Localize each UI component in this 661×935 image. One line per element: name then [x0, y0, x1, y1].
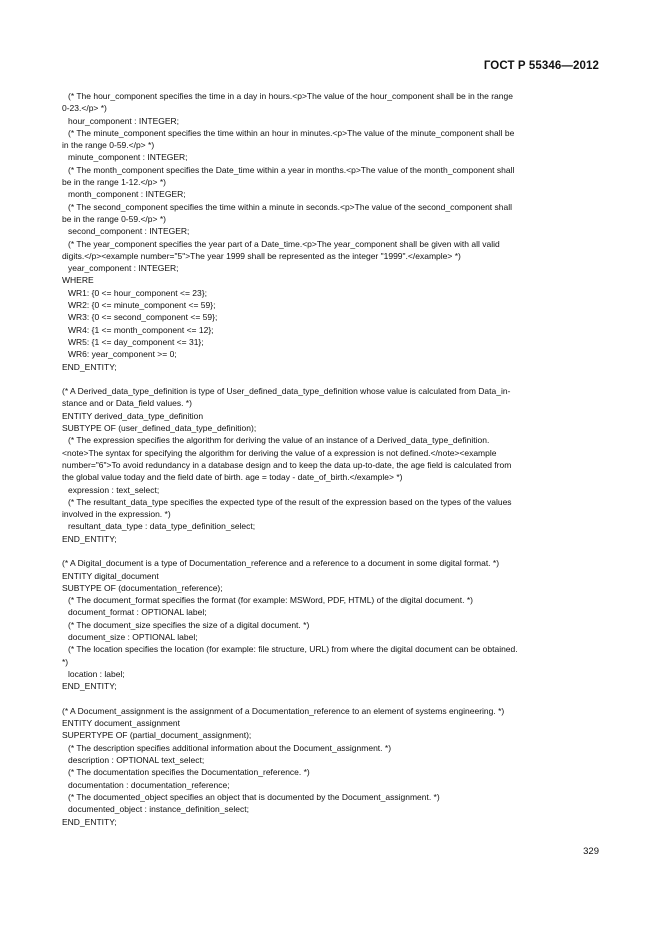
text-line: END_ENTITY; [62, 816, 117, 827]
text-line: (* The month_component specifies the Date_time within a year in months.<p>The value of the month_component shall [68, 164, 515, 175]
text-line: in the range 0-59.</p> *) [62, 140, 155, 151]
text-line: resultant_data_type : data_type_definition_select; [68, 521, 256, 532]
text-line: digits.</p><example number="5">The year 1999 shall be represented as the integer "1999".</example> *) [62, 250, 461, 261]
text-line: WR6: year_component >= 0; [68, 349, 177, 360]
text-line: SUBTYPE OF (documentation_reference); [62, 582, 223, 593]
text-line: location : label; [68, 668, 125, 679]
text-line: year_component : INTEGER; [68, 263, 179, 274]
text-line: (* The expression specifies the algorithm for deriving the value of an instance of a Derived_data_type_definition. [68, 435, 490, 446]
standard-designation: ГОСТ Р 55346—2012 [483, 60, 599, 72]
text-line: stance and or Data_field values. *) [62, 398, 192, 409]
text-line: ENTITY derived_data_type_definition [62, 410, 204, 421]
text-line: WR3: {0 <= second_component <= 59}; [68, 312, 218, 323]
text-line: WR2: {0 <= minute_component <= 59}; [68, 300, 216, 311]
text-line: ENTITY digital_document [62, 570, 159, 581]
text-line: (* The resultant_data_type specifies the expected type of the result of the expression based on the types of the values [68, 496, 512, 507]
text-line: (* A Digital_document is a type of Documentation_reference and a reference to a document in some digital format. *) [62, 558, 500, 569]
text-line: second_component : INTEGER; [68, 226, 190, 237]
text-line: documentation : documentation_reference; [68, 779, 230, 790]
text-line: END_ENTITY; [62, 533, 117, 544]
text-line: (* The description specifies additional information about the Document_assignment. *) [68, 742, 392, 753]
text-line: (* The document_format specifies the format (for example: MSWord, PDF, HTML) of the digital document. *) [68, 595, 474, 606]
text-line: document_format : OPTIONAL label; [68, 607, 207, 618]
text-line: (* The location specifies the location (for example: file structure, URL) from where the digital document can be obtained. [68, 644, 518, 655]
text-line: (* The hour_component specifies the time in a day in hours.<p>The value of the hour_component shall be in the range [68, 91, 513, 101]
text-line: (* The documented_object specifies an object that is documented by the Document_assignment. *) [68, 791, 440, 802]
text-line: (* A Document_assignment is the assignment of a Documentation_reference to an element of systems engineering. *) [62, 705, 505, 716]
text-line: involved in the expression. *) [62, 509, 171, 520]
text-line: month_component : INTEGER; [68, 189, 186, 200]
text-line: END_ENTITY; [62, 681, 117, 692]
text-line: the global value today and the field date of birth. age = today - date_of_birth.</example> *) [62, 472, 403, 483]
text-line: WR4: {1 <= month_component <= 12}; [68, 324, 214, 335]
text-line: WR5: {1 <= day_component <= 31}; [68, 336, 204, 347]
text-line: WR1: {0 <= hour_component <= 23}; [68, 287, 207, 298]
paragraph-gap [62, 545, 602, 557]
text-line: ENTITY document_assignment [62, 718, 180, 729]
text-line: be in the range 1-12.</p> *) [62, 177, 166, 188]
document-body [62, 90, 602, 828]
text-line: END_ENTITY; [62, 361, 117, 372]
text-line: (* The second_component specifies the time within a minute in seconds.<p>The value of the second_component shall [68, 201, 513, 212]
page-number: 329 [583, 846, 599, 857]
text-line: (* The minute_component specifies the time within an hour in minutes.<p>The value of the minute_component shall be [68, 127, 515, 138]
text-line: description : OPTIONAL text_select; [68, 755, 205, 766]
text-line: 0-23.</p> *) [62, 103, 107, 114]
text-line: document_size : OPTIONAL label; [68, 632, 198, 643]
paragraph-gap [62, 693, 602, 705]
text-line: (* The document_size specifies the size of a digital document. *) [68, 619, 310, 630]
text-line: *) [62, 656, 69, 667]
text-line: number="6">To avoid redundancy in a database design and to keep the data up-to-date, the age field is calculated from [62, 459, 512, 470]
text-line: hour_component : INTEGER; [68, 115, 180, 126]
text-line: SUBTYPE OF (user_defined_data_type_definition); [62, 423, 257, 434]
text-line: (* The year_component specifies the year part of a Date_time.<p>The year_component shall be given with all valid [68, 238, 500, 249]
text-line: (* The documentation specifies the Documentation_reference. *) [68, 767, 310, 778]
text-line: (* A Derived_data_type_definition is type of User_defined_data_type_definition whose value is calculated from Data_in- [62, 386, 511, 397]
paragraph-gap [62, 373, 602, 385]
text-line: <note>The syntax for specifying the algorithm for deriving the value of a expression is not defined.</note><example [62, 447, 497, 458]
text-line: expression : text_select; [68, 484, 160, 495]
text-line: documented_object : instance_definition_select; [68, 804, 249, 815]
document-header [484, 60, 599, 72]
text-line: WHERE [62, 275, 94, 286]
text-line: minute_component : INTEGER; [68, 152, 188, 163]
text-line: SUPERTYPE OF (partial_document_assignment); [62, 730, 252, 741]
text-line: be in the range 0-59.</p> *) [62, 213, 166, 224]
